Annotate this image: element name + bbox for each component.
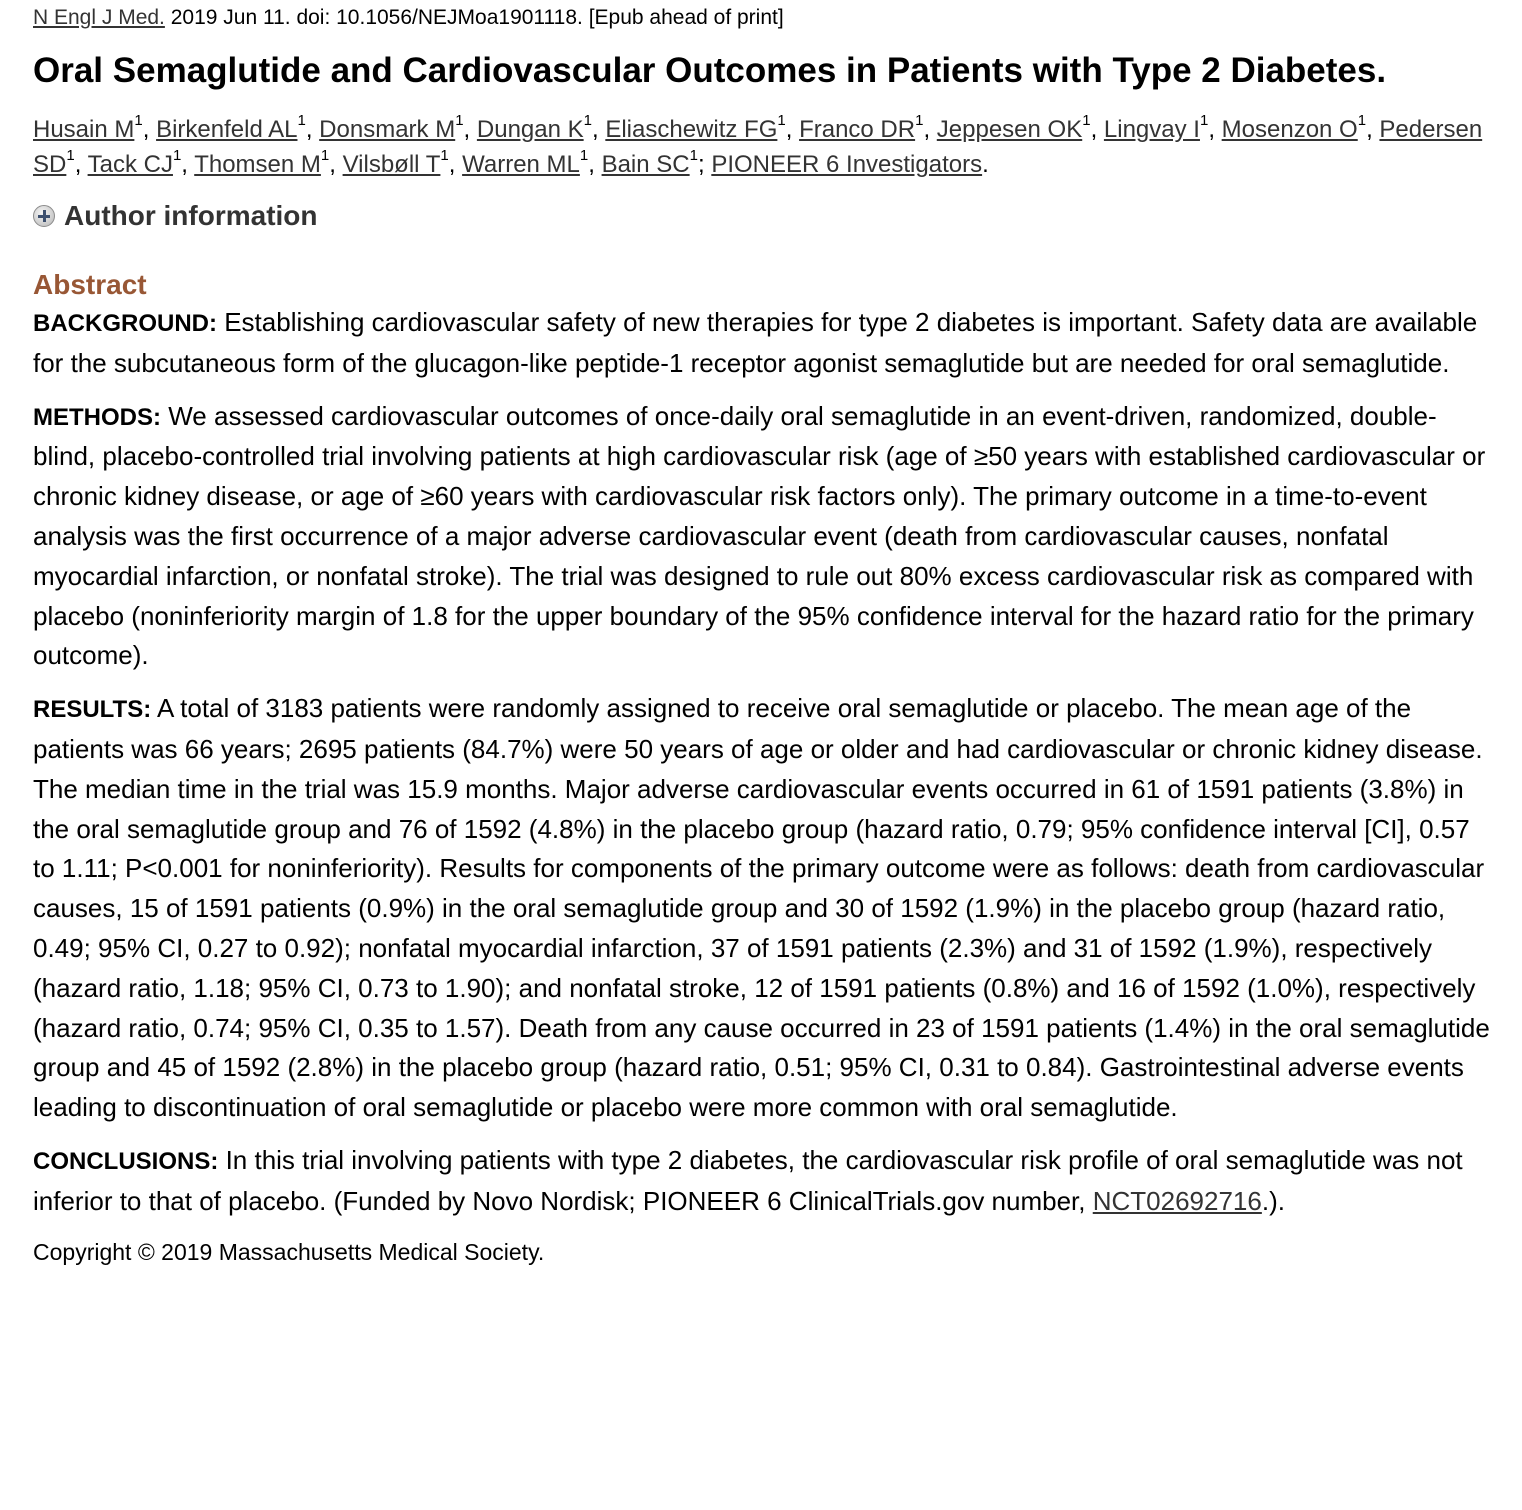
affiliation-marker: 1 — [172, 147, 182, 164]
affiliation-marker: 1 — [689, 147, 698, 164]
affiliation-marker: 1 — [1199, 112, 1209, 129]
author-link[interactable]: Mosenzon O — [1221, 116, 1358, 143]
results-text: A total of 3183 patients were randomly assigned to receive oral semaglutide or placebo. The mean age of the patients was 66 years; 2695 patients (84.7%) were 50 years of age or older and had cardiovascular or chronic kidney disease. The median time in the trial was 15.9 months. Major adverse cardiovascular events occurred in 61 of 1591 patients (3.8%) in the oral semaglutide group and 76 of 1592 (4.8%) in the placebo group (hazard ratio, 0.79; 95% confidence interval [CI], 0.57 to 1.11; P<0.001 for noninferiority). Results for components of the primary outcome were as follows: death from cardiovascular causes, 15 of 1591 patients (0.9%) in the oral semaglutide group and 30 of 1592 (1.9%) in the placebo group (hazard ratio, 0.49; 95% CI, 0.27 to 0.92); nonfatal myocardial infarction, 37 of 1591 patients (2.3%) and 31 of 1592 (1.9%), respectively (hazard ratio, 1.18; 95% CI, 0.73 to 1.90); and nonfatal stroke, 12 of 1591 patients (0.8%) and 16 of 1592 (1.0%), respectively (hazard ratio, 0.74; 95% CI, 0.35 to 1.57). Death from any cause occurred in 23 of 1591 patients (1.4%) in the oral semaglutide group and 45 of 1592 (2.8%) in the placebo group (hazard ratio, 0.51; 95% CI, 0.31 to 0.84). Gastrointestinal adverse events leading to discontinuation of oral semaglutide or placebo were more common with oral semaglutide. — [33, 693, 1490, 1123]
affiliation-marker: 1 — [134, 112, 143, 129]
methods-text: We assessed cardiovascular outcomes of once-daily oral semaglutide in an event-driven, randomized, double-blind, placebo-controlled trial involving patients at high cardiovascular risk (age of ≥50 years with established cardiovascular or chronic kidney disease, or age of ≥60 years with cardiovascular risk factors only). The primary outcome in a time-to-event analysis was the first occurrence of a major adverse cardiovascular event (death from cardiovascular causes, nonfatal myocardial infarction, or nonfatal stroke). The trial was designed to rule out 80% excess cardiovascular risk as compared with placebo (noninferiority margin of 1.8 for the upper boundary of the 95% confidence interval for the hazard ratio for the primary outcome). — [33, 400, 1486, 671]
affiliation-marker: 1 — [915, 112, 924, 129]
author-link[interactable]: Husain M — [33, 116, 135, 143]
abstract-heading: Abstract — [33, 269, 147, 300]
affiliation-marker: 1 — [455, 112, 464, 129]
abstract-conclusions — [33, 1141, 1493, 1222]
citation-details: 2019 Jun 11. doi: 10.1056/NEJMoa1901118. [Epub ahead of print] — [164, 6, 784, 29]
article-page — [33, 0, 1493, 1267]
author-list: Husain $M^1$, Birkenfeld $AL^1$, Donsmark $M^1$, Dungan $K^1$, Eliaschewitz $FG^1$, Franco $DR^1$, Jeppesen $OK^1$, Lingvay $I^1$, Mosenzon $O^1$, Pedersen $SD^1$, Tack $CJ^1$, Thomsen $M^1$, Vilsbøll $T^1$, Warren $ML^1$, Bain $SC^1$; PIONEER 6 Investigators. — [33, 112, 1483, 178]
author-link[interactable]: Donsmark M — [319, 116, 456, 143]
journal-link[interactable]: N Engl J Med. — [33, 6, 165, 29]
author-information-toggle[interactable] — [33, 199, 1493, 233]
author-link[interactable]: Lingvay I — [1103, 116, 1200, 143]
abstract-results — [33, 689, 1493, 1128]
author-link[interactable]: Dungan K — [476, 116, 584, 143]
affiliation-marker: 1 — [297, 112, 306, 129]
affiliation-marker: 1 — [320, 147, 330, 164]
expand-plus-icon[interactable] — [33, 205, 55, 227]
author-link[interactable]: Tack CJ — [87, 151, 173, 178]
conclusions-tail: .). — [1261, 1185, 1285, 1216]
affiliation-marker: 1 — [440, 147, 449, 164]
abstract-background — [33, 303, 1493, 384]
affiliation-marker: 1 — [66, 147, 75, 164]
conclusions-label: CONCLUSIONS: — [33, 1147, 219, 1175]
affiliation-marker: 1 — [579, 147, 589, 164]
author-link[interactable]: Vilsbøll T — [342, 151, 441, 178]
results-label: RESULTS: — [33, 696, 152, 724]
author-information-label: Author information — [64, 200, 318, 231]
author-link[interactable]: Warren ML — [462, 151, 580, 178]
affiliation-marker: 1 — [1357, 112, 1367, 129]
background-label: BACKGROUND: — [33, 310, 217, 337]
conclusions-text: In this trial involving patients with type 2 diabetes, the cardiovascular risk profile of oral semaglutide was not inferior to that of placebo. (Funded by Novo Nordisk; PIONEER 6 ClinicalTrials.gov number, — [33, 1144, 1463, 1216]
affiliation-marker: 1 — [1082, 112, 1091, 129]
citation-line — [33, 0, 1493, 36]
author-link[interactable]: Pedersen SD — [33, 116, 1483, 178]
abstract-methods — [33, 397, 1493, 677]
background-text: Establishing cardiovascular safety of new therapies for type 2 diabetes is important. Safety data are available for the subcutaneous form of the glucagon-like peptide-1 receptor agonist semaglutide but are needed for oral semaglutide. — [33, 307, 1478, 378]
author-link[interactable]: Birkenfeld AL — [156, 116, 298, 143]
investigator-group-link[interactable]: PIONEER 6 Investigators — [711, 151, 983, 178]
author-link[interactable]: Thomsen M — [194, 151, 321, 178]
copyright-notice: Copyright © 2019 Massachusetts Medical Society. — [33, 1238, 545, 1265]
affiliation-marker: 1 — [777, 112, 786, 129]
author-link[interactable]: Franco DR — [799, 116, 916, 143]
nct-link[interactable]: NCT02692716 — [1092, 1185, 1262, 1216]
affiliation-marker: 1 — [583, 112, 592, 129]
author-link[interactable]: Eliaschewitz FG — [605, 116, 778, 143]
author-link[interactable]: Jeppesen OK — [936, 116, 1083, 143]
article-title: Oral Semaglutide and Cardiovascular Outcomes in Patients with Type 2 Diabetes. — [33, 51, 1387, 90]
author-link[interactable]: Bain SC — [601, 151, 690, 178]
methods-label: METHODS: — [33, 403, 161, 431]
